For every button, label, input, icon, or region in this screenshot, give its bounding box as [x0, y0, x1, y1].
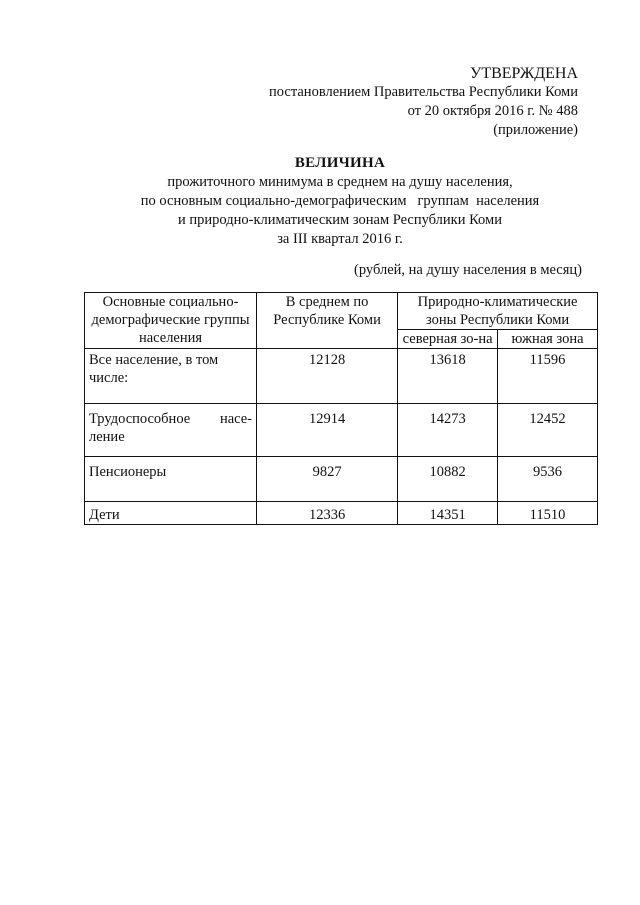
table-row — [85, 404, 598, 457]
approval-appendix: (приложение) — [493, 122, 578, 138]
approval-decree: постановлением Правительства Республики Коми — [269, 84, 578, 100]
table-row — [85, 502, 598, 525]
approval-stamp: УТВЕРЖДЕНА — [469, 65, 578, 82]
title-line-3: и природно-климатическим зонам Республики Коми — [178, 212, 502, 228]
header-south: южная зона — [498, 330, 598, 349]
cell-group-line-2: ление — [89, 429, 125, 445]
header-zones: Природно-климатические зоны Республики Коми — [398, 293, 598, 330]
title-line-4: за III квартал 2016 г. — [277, 231, 403, 247]
document-title — [90, 154, 590, 249]
cell-south: 11596 — [498, 349, 598, 404]
header-north: северная зо-на — [398, 330, 498, 349]
cell-group: Пенсионеры — [85, 457, 257, 502]
header-group: Основные социально-демографические группы населения — [85, 293, 257, 349]
cell-south: 11510 — [498, 502, 598, 525]
cell-group-line-1 — [89, 410, 252, 428]
header-average: В среднем по Республике Коми — [257, 293, 398, 349]
subsistence-table — [84, 292, 598, 525]
approval-block — [198, 64, 578, 140]
cell-north: 14273 — [398, 404, 498, 457]
cell-group: Все население, в том числе: — [85, 349, 257, 404]
cell-average: 12128 — [257, 349, 398, 404]
table-row — [85, 349, 598, 404]
cell-group-word-b: насе- — [219, 411, 253, 427]
cell-group — [85, 404, 257, 457]
units-note: (рублей, на душу населения в месяц) — [354, 262, 582, 278]
cell-north: 10882 — [398, 457, 498, 502]
cell-south: 12452 — [498, 404, 598, 457]
cell-south: 9536 — [498, 457, 598, 502]
cell-north: 13618 — [398, 349, 498, 404]
table-header-row — [85, 293, 598, 330]
cell-average: 12336 — [257, 502, 398, 525]
cell-average: 9827 — [257, 457, 398, 502]
title-line-2: по основным социально-демографическим группам населения — [140, 193, 540, 209]
cell-group-word-a: Трудоспособное — [89, 411, 191, 427]
title-line-1: прожиточного минимума в среднем на душу населения, — [167, 174, 513, 190]
cell-average: 12914 — [257, 404, 398, 457]
cell-group: Дети — [85, 502, 257, 525]
cell-north: 14351 — [398, 502, 498, 525]
table-row — [85, 457, 598, 502]
title-heading: ВЕЛИЧИНА — [294, 155, 386, 171]
approval-date: от 20 октября 2016 г. № 488 — [407, 103, 578, 119]
